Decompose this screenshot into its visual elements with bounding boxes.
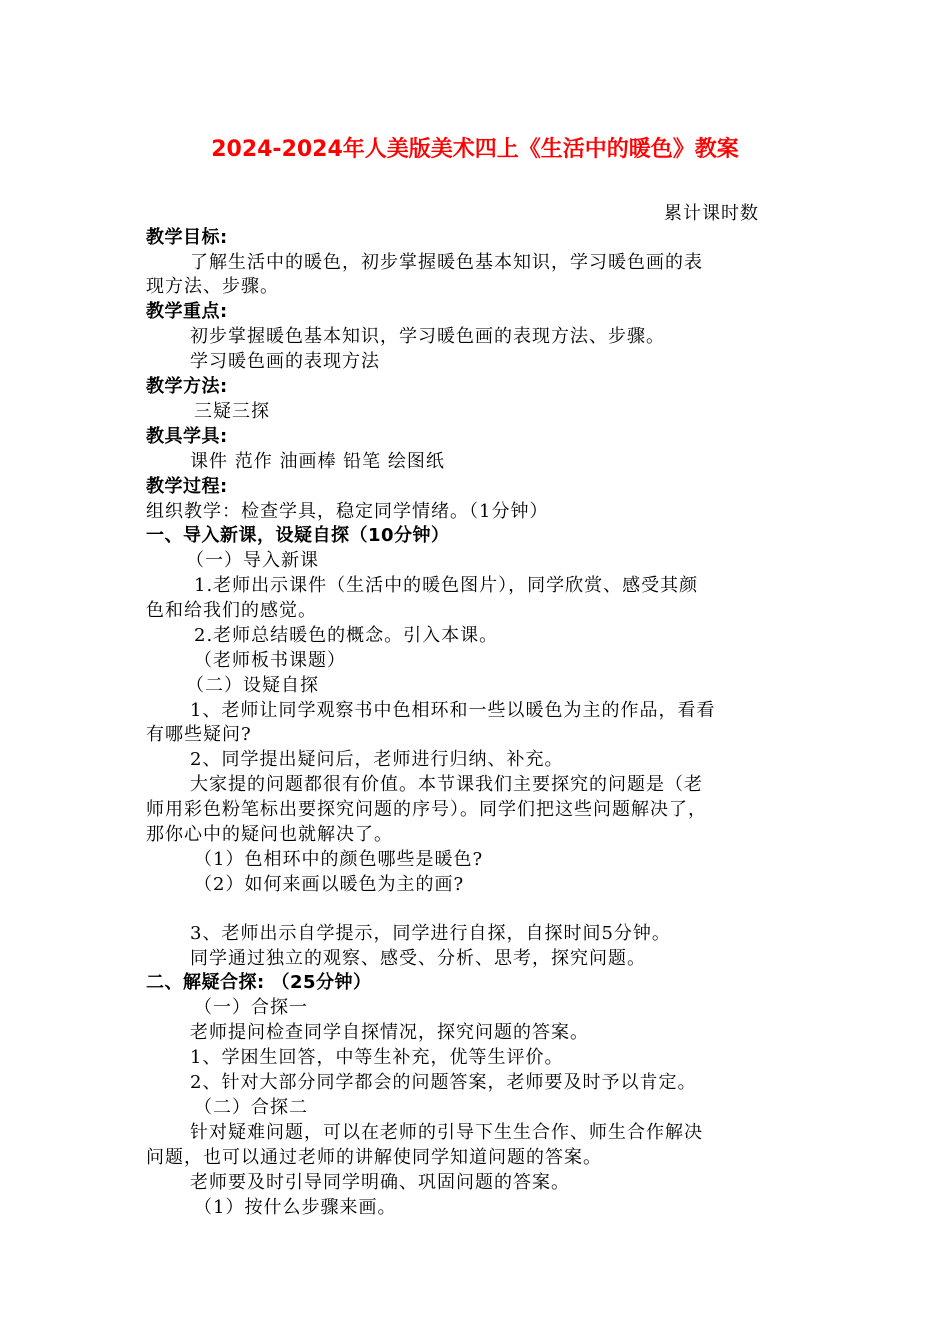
part1-q3-line-2: 师用彩色粉笔标出要探究问题的序号）。同学们把这些问题解决了，	[146, 799, 707, 820]
part2-a1: 老师提问检查同学自探情况，探究问题的答案。	[190, 1022, 589, 1043]
part2-sub1: （一）合探一	[194, 997, 308, 1018]
part1-item-1: （1）色相环中的颜色哪些是暖色?	[194, 849, 484, 870]
methods-line-1: 三疑三探	[194, 401, 270, 422]
part1-q5: 同学通过独立的观察、感受、分析、思考，探究问题。	[190, 948, 646, 969]
part2-a3: 2、针对大部分同学都会的问题答案，老师要及时予以肯定。	[190, 1072, 697, 1093]
part1-sub1: （一）导入新课	[186, 550, 319, 571]
part2-sub2: （二）合探二	[194, 1097, 308, 1118]
part1-q2: 2、同学提出疑问后，老师进行归纳、补充。	[190, 749, 564, 770]
part2-heading: 二、解疑合探: （25分钟）	[146, 972, 372, 993]
part1-q3-line-3: 那你心中的疑问也就解决了。	[146, 824, 393, 845]
key-points-heading: 教学重点:	[146, 301, 228, 322]
part1-q1-line-1: 1、老师让同学观察书中色相环和一些以暖色为主的作品，看看	[190, 700, 716, 721]
part1-p3: （老师板书课题）	[194, 650, 346, 671]
part1-sub2: （二）设疑自探	[186, 675, 319, 696]
part1-q3-line-1: 大家提的问题都很有价值。本节课我们主要探究的问题是（老	[190, 774, 703, 795]
part1-item-2: （2）如何来画以暖色为主的画?	[194, 874, 465, 895]
part2-b3: （1）按什么步骤来画。	[194, 1197, 397, 1218]
part1-q1-line-2: 有哪些疑问?	[146, 724, 252, 745]
process-heading: 教学过程:	[146, 476, 228, 497]
part1-p1-line-2: 色和给我们的感觉。	[146, 600, 317, 621]
cumulative-hours-label: 累计课时数	[664, 203, 759, 224]
document-title: 2024-2024年人美版美术四上《生活中的暖色》教案	[211, 137, 739, 162]
objectives-line-1: 了解生活中的暖色，初步掌握暖色基本知识，学习暖色画的表	[190, 252, 703, 273]
objectives-line-2: 现方法、步骤。	[146, 276, 279, 297]
tools-line-1: 课件 范作 油画棒 铅笔 绘图纸	[190, 451, 445, 472]
tools-heading: 教具学具:	[146, 426, 228, 447]
objectives-heading: 教学目标:	[146, 227, 228, 248]
part1-p1-line-1: 1.老师出示课件（生活中的暖色图片），同学欣赏、感受其颜	[194, 575, 699, 596]
part1-q4: 3、老师出示自学提示，同学进行自探，自探时间5分钟。	[190, 923, 671, 944]
key-points-line-2: 学习暖色画的表现方法	[190, 351, 380, 372]
part2-b1-line-2: 问题，也可以通过老师的讲解使同学知道问题的答案。	[146, 1147, 602, 1168]
part2-b1-line-1: 针对疑难问题，可以在老师的引导下生生合作、师生合作解决	[190, 1122, 703, 1143]
key-points-line-1: 初步掌握暖色基本知识，学习暖色画的表现方法、步骤。	[190, 326, 665, 347]
part1-p2: 2.老师总结暖色的概念。引入本课。	[194, 625, 499, 646]
methods-heading: 教学方法:	[146, 376, 228, 397]
part1-heading: 一、导入新课，设疑自探（10分钟）	[146, 525, 450, 546]
process-organize: 组织教学：检查学具，稳定同学情绪。（1分钟）	[146, 501, 549, 522]
part2-b2: 老师要及时引导同学明确、巩固问题的答案。	[190, 1172, 570, 1193]
part2-a2: 1、学困生回答，中等生补充，优等生评价。	[190, 1047, 564, 1068]
